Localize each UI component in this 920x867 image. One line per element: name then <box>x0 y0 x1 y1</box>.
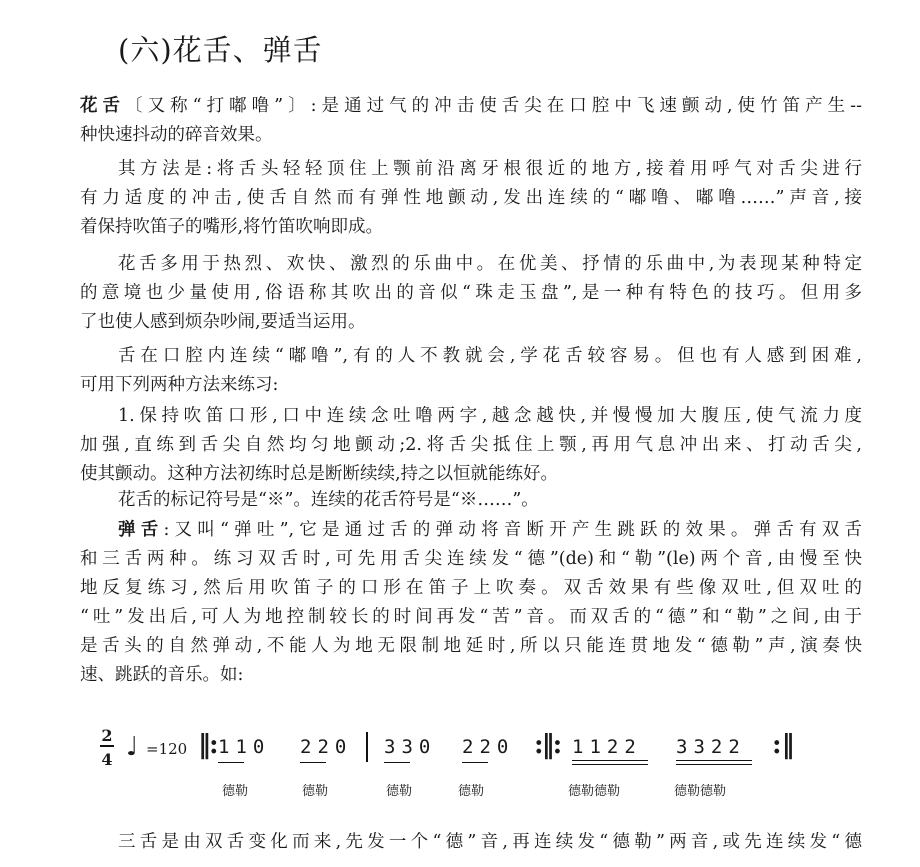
section-title: (六)花舌、弹舌 <box>118 33 323 67</box>
paragraph-practice-intro <box>80 348 862 406</box>
barline <box>366 732 368 762</box>
text-line: “吐”发出后,可人为地控制较长的时间再发“苦”音。而双舌的“德”和“勒”之间,由于 <box>80 607 862 627</box>
text-line: 使其颤动。这种方法初练时总是断断续续,持之以恒就能练好。 <box>80 464 559 484</box>
jianpu-score <box>96 722 796 802</box>
time-signature-top: 2 <box>101 726 113 745</box>
text-line: 1.保持吹笛口形,口中连续念吐噜两字,越念越快,并慢慢加大腹压,使气流力度 <box>118 406 862 426</box>
text-line: 的意境也少量使用,俗语称其吹出的音似“珠走玉盘”,是一种有特色的技巧。但用多 <box>80 283 862 303</box>
text-line: 是舌头的自然弹动,不能人为地无限制地延时,所以只能连贯地发“德勒”声,演奏快 <box>80 636 862 656</box>
text-line: 弹舌:又叫“弹吐”,它是通过舌的弹动将音断开产生跳跃的效果。弹舌有双舌 <box>118 520 862 540</box>
text-line: 花舌多用于热烈、欢快、激烈的乐曲中。在优美、抒情的乐曲中,为表现某种特定 <box>118 254 862 274</box>
note-group: 220 <box>462 736 515 758</box>
note-group: 220 <box>300 736 353 758</box>
syllable-label: 德勒 <box>386 784 413 799</box>
text-line: 地反复练习,然后用吹笛子的口形在笛子上吹奏。双舌效果有些像双吐,但双吐的 <box>80 578 862 598</box>
underline <box>384 762 410 763</box>
text-line: 和三舌两种。练习双舌时,可先用舌尖连续发“德”(de)和“勒”(le)两个音,由慢至快 <box>80 549 862 569</box>
syllable-label: 德勒 <box>302 784 329 799</box>
syllable-label: 德勒 <box>458 784 485 799</box>
paragraph-symbol <box>80 492 862 521</box>
repeat-double-icon: :‖: <box>534 730 561 760</box>
underline <box>676 760 752 761</box>
term-hua-she: 花舌 <box>80 96 126 116</box>
paragraph-triple-tongue <box>80 834 862 863</box>
text-line: 舌在口腔内连续“嘟噜”,有的人不教就会,学花舌较容易。但也有人感到困难, <box>118 346 862 366</box>
underline <box>218 762 244 763</box>
time-signature-bottom: 4 <box>101 750 113 769</box>
note-group: 3322 <box>676 736 746 758</box>
text-line: 花舌〔又称“打嘟噜”〕:是通过气的冲击使舌尖在口腔中飞速颤动,使竹笛产生-- <box>80 96 862 116</box>
underline <box>572 760 648 761</box>
text-line: 三舌是由双舌变化而来,先发一个“德”音,再连续发“德勒”两音,或先连续发“德 <box>118 832 862 852</box>
term-tan-she: 弹舌 <box>118 520 164 540</box>
underline <box>300 762 326 763</box>
underline <box>676 764 752 765</box>
paragraph-usage <box>80 256 862 343</box>
time-signature-line <box>100 745 114 747</box>
underline <box>572 764 648 765</box>
text-line: 速、跳跃的音乐。如: <box>80 665 244 685</box>
paragraph-hua-she <box>80 98 862 156</box>
quarter-note-icon: ♩ <box>126 732 139 762</box>
text-line: 着保持吹笛子的嘴形,将竹笛吹响即成。 <box>80 217 384 237</box>
note-group: 330 <box>384 736 437 758</box>
text-line: 了也使人感到烦杂吵闹,要适当运用。 <box>80 312 366 332</box>
tempo-mark: =120 <box>146 740 188 758</box>
paragraph-practice-methods <box>80 408 862 495</box>
repeat-end-icon: :‖ <box>772 730 795 760</box>
text-line: 可用下列两种方法来练习: <box>80 375 279 395</box>
text-line: 花舌的标记符号是“※”。连续的花舌符号是“※……”。 <box>118 490 539 510</box>
repeat-start-icon: ‖: <box>198 730 217 760</box>
text-line: 加强,直练到舌尖自然均匀地颤动;2.将舌尖抵住上颚,再用气息冲出来、打动舌尖, <box>80 435 862 455</box>
text-line: 其方法是:将舌头轻轻顶住上颚前沿离牙根很近的地方,接着用呼气对舌尖进行 <box>118 159 862 179</box>
text-line: 种快速抖动的碎音效果。 <box>80 125 273 145</box>
note-group: 1122 <box>572 736 642 758</box>
syllable-label: 德勒 <box>222 784 249 799</box>
syllable-label: 德勒德勒 <box>568 784 621 799</box>
paragraph-method <box>80 161 862 248</box>
underline <box>462 762 488 763</box>
text-line: 有力适度的冲击,使舌自然而有弹性地颤动,发出连续的“嘟噜、嘟噜……”声音,接 <box>80 188 862 208</box>
paragraph-tan-she <box>80 522 862 696</box>
syllable-label: 德勒德勒 <box>674 784 727 799</box>
note-group: 110 <box>218 736 271 758</box>
